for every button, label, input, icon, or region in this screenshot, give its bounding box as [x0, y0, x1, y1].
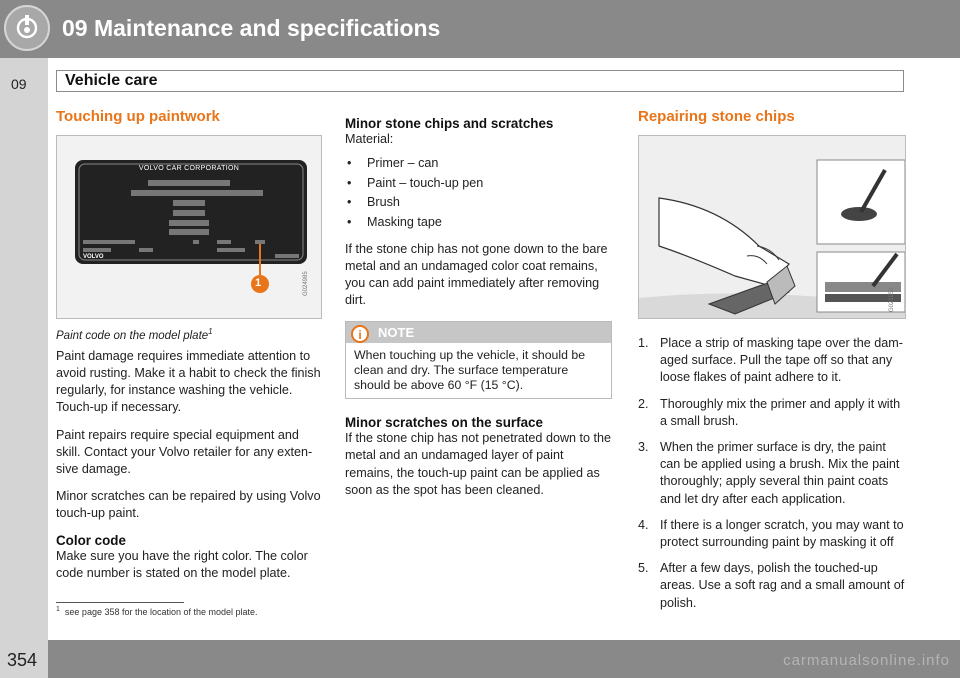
model-plate-illustration — [57, 136, 321, 318]
page-number: 354 — [7, 650, 38, 670]
note-label: NOTE — [378, 325, 415, 341]
plate-corp-text: VOLVO CAR CORPORATION — [138, 165, 240, 172]
plate-brand-text: VOLVO — [83, 254, 104, 260]
list-item — [638, 396, 906, 430]
list-item — [638, 335, 906, 387]
paragraph: Paint repairs require special equipment and skill. Contact your Volvo retailer for any exten-sive damage. — [56, 427, 313, 477]
paragraph: Minor scratches can be repaired by using Volvo touch-up paint. — [56, 489, 321, 521]
material-label: Material: — [345, 132, 394, 146]
stone-chip-repair-figure — [638, 135, 906, 319]
step-text: Place a strip of masking tape over the dam-aged surface. Pull the tape off so that any loose flakes of paint adhere to it. — [660, 336, 903, 385]
figure-code: G024985 — [303, 271, 309, 296]
repair-illustration — [639, 136, 905, 318]
page-footer — [0, 640, 960, 678]
heading-repairing-stone-chips: Repairing stone chips — [638, 108, 795, 125]
watermark: carmanualsonline.info — [783, 652, 950, 669]
note-header — [346, 322, 611, 343]
callout-number: 1 — [255, 277, 262, 289]
section-title: Vehicle care — [65, 72, 158, 89]
materials-list — [345, 154, 612, 232]
list-item — [638, 517, 906, 551]
step-number: 4. — [638, 517, 649, 532]
list-item — [345, 193, 612, 213]
list-item-text: Paint – touch-up pen — [367, 175, 484, 190]
column-2 — [345, 116, 612, 509]
list-item-text: Brush — [367, 195, 400, 210]
chapter-header — [0, 0, 960, 58]
chapter-title: 09 Maintenance and specifications — [62, 15, 441, 41]
column-3 — [638, 108, 906, 621]
heading-minor-stone-chips: Minor stone chips and scratches — [345, 116, 554, 131]
footnote-divider — [56, 602, 184, 603]
caption-footnote-ref: 1 — [208, 327, 213, 336]
note-box — [345, 321, 612, 399]
caption-text: Paint code on the model plate — [56, 329, 209, 342]
heading-touching-up: Touching up paintwork — [56, 108, 220, 125]
figure-caption — [56, 327, 322, 342]
repair-steps — [638, 335, 906, 612]
bullet: • — [347, 156, 352, 171]
figure-code: G021052 — [889, 287, 895, 312]
step-text: Thoroughly mix the primer and apply it with a small brush. — [660, 396, 901, 428]
wrench-icon — [4, 5, 50, 51]
footnote — [56, 606, 258, 617]
column-1 — [56, 108, 322, 592]
note-text: When touching up the vehicle, it should be clean and dry. The surface temperature should be above 60 °F (15 °C). — [354, 348, 586, 392]
heading-minor-scratches: Minor scratches on the surface — [345, 415, 543, 431]
bullet: • — [347, 214, 352, 229]
step-text: If there is a longer scratch, you may want to protect surrounding paint by masking it off — [660, 517, 904, 550]
chapter-sidebar — [0, 58, 48, 640]
step-number: 2. — [638, 396, 649, 411]
step-text: After a few days, polish the touched-up areas. Use a soft rag and a small amount of polish. — [660, 561, 905, 610]
list-item-text: Primer – can — [367, 156, 439, 171]
step-number: 3. — [638, 440, 649, 455]
list-item — [345, 213, 612, 233]
footnote-number: 1 — [56, 606, 60, 613]
paragraph: Make sure you have the right color. The color code number is stated on the model plate. — [56, 548, 308, 580]
paragraph: If the stone chip has not gone down to the bare metal and an undamaged color coat remains, you can add paint immediately after removing dirt. — [345, 241, 608, 308]
bullet: • — [347, 195, 352, 210]
paragraph: If the stone chip has not penetrated down to the metal and an undamaged layer of paint remains, the touch-up paint can be applied as soon as the spot has been cleaned. — [345, 431, 612, 497]
step-number: 1. — [638, 336, 649, 350]
list-item-text: Masking tape — [367, 214, 442, 229]
bullet: • — [347, 175, 352, 190]
chapter-number: 09 — [11, 76, 27, 92]
footer-sidebar — [0, 640, 48, 678]
list-item — [638, 439, 906, 508]
model-plate-figure — [56, 135, 322, 319]
heading-color-code: Color code — [56, 532, 126, 548]
step-number: 5. — [638, 561, 649, 576]
list-item — [345, 174, 612, 194]
list-item — [638, 560, 906, 612]
paragraph: Paint damage requires immediate attention to avoid rusting. Make it a habit to check the finish regularly, for instance washing the vehicle. Touch-up if necessary. — [56, 348, 321, 415]
info-icon: i — [351, 325, 369, 343]
section-bar — [56, 70, 904, 92]
step-text: When the primer surface is dry, the paint can be applied using a brush. Mix the paint thoroughly; apply several thin paint coats and let dry after each application. — [660, 440, 900, 506]
list-item — [345, 154, 612, 174]
footnote-text: see page 358 for the location of the model plate. — [64, 607, 258, 617]
